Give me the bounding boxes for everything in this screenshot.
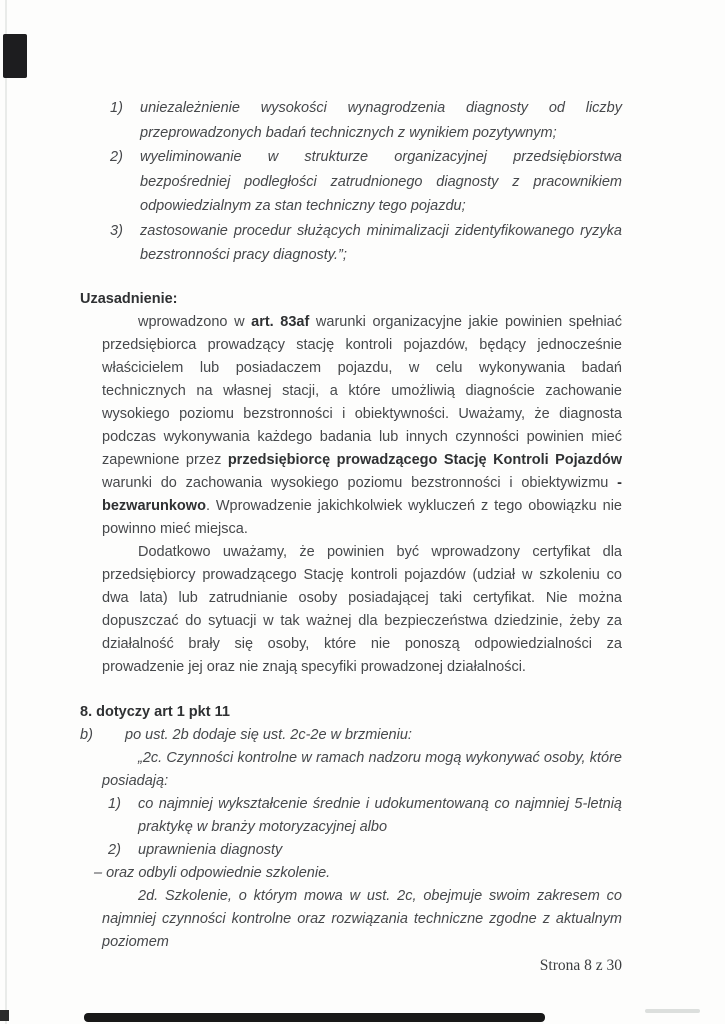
scan-artifact-top-left: [3, 34, 27, 78]
quote-paragraph-2d: 2d. Szkolenie, o którym mowa w ust. 2c, obejmuje swoim zakresem co najmniej czynności kontrolne oraz rozwiązania techniczne zgodne z aktualnym poziomem: [102, 887, 622, 950]
point-b-text: po ust. 2b dodaje się ust. 2c-2e w brzmieniu:: [125, 726, 412, 743]
list-item-marker: 1): [108, 795, 121, 812]
list-item-marker: 3): [110, 222, 123, 239]
list-item-marker: 2): [110, 149, 123, 165]
amendment-conditions-list: [80, 96, 622, 268]
page-content: [80, 96, 622, 977]
quote-paragraph-2c: „2c. Czynności kontrolne w ramach nadzoru mogą wykonywać osoby, które posiadają:: [102, 749, 622, 789]
list-item: [80, 219, 622, 268]
list-item-text: zastosowanie procedur służących minimalizacji zidentyfikowanego ryzyka bezstronności pracy diagnosty.”;: [140, 222, 622, 263]
justification-paragraph-2: Dodatkowo uważamy, że powinien być wprowadzony certyfikat dla przedsiębiorcy prowadzącego Stację kontroli pojazdów (udział w szkoleniu co dwa lata) lub zatrudnianie osoby posiadającej taki certyfikat. Nie można dopuszczać do sytuacji w tak ważnej dla bezpieczeństwa dziedzinie, żeby za działalność brały się osoby, które nie ponoszą odpowiedzialności za prowadzenie jej oraz nie znają specyfiki prowadzonej działalności.: [102, 543, 622, 675]
list-item-text: co najmniej wykształcenie średnie i udokumentowaną co najmniej 5-letnią praktykę w branży motoryzacyjnej albo: [138, 795, 622, 835]
section-8-heading: 8. dotyczy art 1 pkt 11: [80, 703, 230, 720]
list-item-marker: 1): [110, 100, 123, 116]
list-item: [102, 793, 622, 839]
control-persons-list: [80, 793, 622, 862]
list-item: [102, 839, 622, 862]
page-number: Strona 8 z 30: [539, 956, 622, 974]
point-b-line: [80, 724, 622, 747]
scan-edge-line: [5, 0, 7, 1024]
dash-clause-line: – oraz odbyli odpowiednie szkolenie.: [94, 864, 331, 881]
list-item: [80, 145, 622, 219]
point-b-marker: b): [80, 726, 93, 743]
list-item-text: uniezależnienie wysokości wynagrodzenia diagnosty od liczby przeprowadzonych badań technicznych z wynikiem pozytywnym;: [140, 100, 622, 141]
justification-paragraph-1: wprowadzono w art. 83af warunki organizacyjne jakie powinien spełniać przedsiębiorca prowadzący stację kontroli pojazdów, będący jednocześnie właścicielem lub posiadaczem pojazdu, w celu wykonywania badań technicznych na własnej stacji, a które umożliwią diagnoście zachowanie wysokiego poziomu bezstronności i obiektywności. Uważamy, że diagnosta podczas wykonywania każdego badania lub innych czynności powinien mieć zapewnione przez przedsiębiorcę prowadzącego Stację Kontroli Pojazdów warunki do zachowania wysokiego poziomu bezstronności i obiektywizmu - bezwarunkowo. Wprowadzenie jakichkolwiek wykluczeń z tego obowiązku nie powinno mieć miejsca.: [102, 313, 622, 537]
scan-artifact-bottom-bar: [84, 1013, 545, 1022]
list-item-text: wyeliminowanie w strukturze organizacyjnej przedsiębiorstwa bezpośredniej podległości zatrudnionego diagnosty z pracownikiem odpowiedzialnym za stan techniczny tego pojazdu;: [140, 149, 622, 214]
justification-heading: Uzasadnienie:: [80, 290, 178, 307]
scan-artifact-bottom-left: [0, 1010, 9, 1021]
list-item-marker: 2): [108, 841, 121, 858]
list-item-text: uprawnienia diagnosty: [138, 841, 283, 858]
scan-artifact-bottom-right: [645, 1009, 700, 1013]
list-item: [80, 96, 622, 145]
